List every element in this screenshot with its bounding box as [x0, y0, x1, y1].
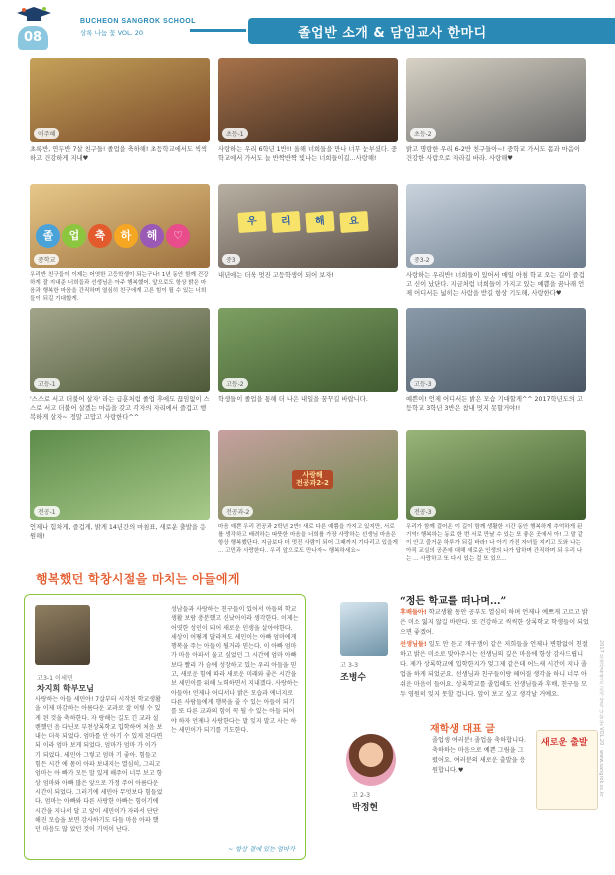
parent-name: 차지희 학부모님: [37, 684, 94, 693]
photo-card: [30, 58, 210, 163]
parent-photo: [35, 605, 90, 665]
sign-line: 사랑해: [302, 471, 323, 479]
photo-caption: 학생들이 졸업을 통해 더 나은 내일을 꿈꾸길 바랍니다.: [218, 396, 368, 403]
teachers-text: 일도 안 듣고 개구쟁이 같은 저희들을 언제나 변함없이 친절하고 밝은 미소로 맞아주시는 선생님의 깊은 마음에 항상 감사드립니다. 제가 상록학교에 입학한지가 엊그제 같은데 어느새 시간이 지나 졸업을 하게 되었군요. 선생님과 친구들이랑 헤어질 생각을 하니 너무 아쉬운 마음이 들어요. 상록학교를 졸업해도 선생님들과 후배, 친구들 모두 영원히 잊지 못할 겁니다. 앞이 보고 싶고 생각날 거예요.: [400, 641, 588, 698]
class-sign: [292, 470, 333, 489]
teacher-photo: [340, 602, 388, 656]
teacher-class: 고 3-3: [340, 662, 359, 669]
photo-caption: 내년에는 더욱 멋진 고등학생이 되어 보자!: [218, 272, 334, 279]
student-photo: [346, 734, 396, 786]
student-drawing: [536, 730, 598, 810]
letter-card: 리: [271, 211, 300, 233]
photo-card: [30, 430, 210, 541]
congrats-banner: [36, 224, 190, 248]
letter-box: [24, 594, 306, 860]
class-photo: [30, 430, 210, 520]
class-photo: [218, 430, 398, 520]
class-photo: [218, 308, 398, 392]
class-tag: 중3-2: [410, 254, 434, 265]
volume-label: 상록 나눔 꽃 VOL. 20: [80, 29, 144, 37]
letter-card: 요: [339, 211, 368, 233]
student-rep-title: 재학생 대표 글: [430, 724, 495, 735]
photo-card: [30, 308, 210, 422]
banner-letter: 하: [114, 224, 138, 248]
photo-card: [30, 184, 210, 303]
class-tag: 중3: [222, 254, 240, 265]
photo-caption: 밝고 명랑한 우리 6-2반 친구들아~! 중학교 가서도 몸과 마음이 건강한 사람으로 자라길 바라. 사랑해♥: [406, 146, 581, 163]
juniors-text: 학교생활 동안 공부도 열심히 하며 언제나 예쁘게 고르고 밝은 미소 잃지 않길 바란다. 또 건강하고 씩씩한 상록학교 학생들이 되었으면 좋겠어.: [400, 609, 589, 636]
letter-column-1: 사랑하는 아들 세민아! 7살부터 시작된 학교생활을 이제 마감하는 아름다운 교과로 잘 이렇 수 있게 된 것을 축하한다. 자 랑해는 길도 긴 교과 설렌했던 음 다닌로 부천상록학교 입학하여 처음 보내는 더욱 되었다. 엄마를 안 아기 수 있게 된다면 되 이라 엄마 보게 되었다. 엄마가 엄마 가 이가 기 되었다. 세민아 그렇고 엄마 기 좋아. 힘들고 힘든 시간 에 몸이 아파 보내지는 열심히, 그리고 엄마는 아 빠가 모든 말 있게 해주어 너무 보고 항상 엄마와 아빠 많은 앞으로 가정 주어 아름다운 시간이 되었다. 그러기에 세민아 무엇보다 힘들었다. 엄마는 아빠와 다른 사랑한 아빠는 힘이기에 시간을 지나서 달 고 앞이 세민이가 자라서 단단해진 모습을 보면 감사하기도 다들 마음 아파 했던 마음도 많 았던 것이 기억이 난다.: [35, 696, 163, 834]
photo-caption: 우리가 함께 걸어온 이 길이 함께 생활한 시간 동안 행복하게 추억하게 된 기억! 행복하는 동료 한 번 서로 만날 수 있는 또 좋은 곳에서 아! 그 말 같이 안고 즐거운 하루가 되길 바라! 나 아기 가진 자녀들 지키고 도와 나는 아직 교실의 공존에 대해 새로운 인생의 나가 답하며 간직하며 되 우리 나는 ... 사랑하고 또 다시 있는 걸 또 있으...: [406, 524, 584, 563]
photo-card: [406, 430, 586, 564]
photo-caption: 사랑하는 우리 6학년 1반!! 올해 너희들을 만나 너무 눈부셨다. 중학교에서 가서도 늘 반짝반짝 빛나는 너희들이길...사랑해!: [218, 146, 398, 163]
title-bar: [248, 18, 615, 44]
letter-title: 행복했던 학창시절을 마치는 아들에게: [36, 572, 240, 586]
photo-caption: '스스로 서고 더불어 살자' 라는 급훈처럼 졸업 후에도 끊임없이 스스로 서고 더불어 살겠는 마음을 갖고 각자의 자리에서 즐겁고 행복하게 살자~ 정말 고맙고 사랑한다^^: [30, 396, 210, 422]
class-tag: 전공-1: [34, 506, 60, 517]
student-name: 박정현: [352, 803, 379, 813]
sign-line: 전공과2-2: [296, 478, 329, 487]
paragraph-teachers: [400, 640, 590, 700]
class-tag: 고등-2: [222, 378, 248, 389]
class-tag: 중학교: [34, 254, 59, 265]
school-name: BUCHEON SANGROK SCHOOL: [80, 18, 197, 25]
drawing-title: 새로운 출발: [541, 738, 588, 748]
side-footer-text: 2017 부천상록학교 교지 상록 나눔 꽃 VOL.20 · www.sangrok.sc.kr: [598, 640, 604, 797]
class-tag: 전공과-2: [222, 506, 253, 517]
letter-signoff: ~ 항상 곁에 있는 엄마가: [228, 846, 295, 853]
banner-letter: 졸: [36, 224, 60, 248]
banner-letter: 업: [62, 224, 86, 248]
class-photo: [406, 430, 586, 520]
photo-caption: 언제나 힘차게, 즐겁게, 밝게 14년간의 마침표, 새로운 출발을 응원해!: [30, 524, 207, 541]
letter-card: 해: [305, 211, 334, 233]
teachers-label: 선생님들!: [400, 641, 427, 648]
photo-card: [218, 58, 398, 163]
class-photo: [30, 184, 210, 268]
photo-card: [406, 308, 586, 413]
class-tag: 초등-2: [410, 128, 436, 139]
student-rep-text: 졸업생 여러분! 졸업을 축하합니다. 축하하는 마음으로 예쁜 그림을 그렸어요. 여러분의 새로운 출발을 응원합니다.♥: [432, 737, 527, 774]
photo-caption: 사랑하는 우리반! 너희들이 있어서 매일 아침 학교 오는 길이 즐겁고 신이 났단다. 지금처럼 너희들이 가지고 있는 예쁨을 꿈나래 언제 어디서든 넓히는 사람을 받길 항상 기도해, 사랑한다♥: [406, 272, 585, 298]
banner-letter: 해: [140, 224, 164, 248]
photo-card: [406, 184, 586, 298]
student-class: 고 2-3: [352, 792, 371, 799]
class-tag: 고등-3: [410, 378, 436, 389]
photo-card: [218, 430, 398, 555]
paragraph-juniors: [400, 608, 590, 638]
class-photo: [406, 58, 586, 142]
letter-col1-top: [101, 605, 163, 695]
photo-caption: 초록반, 연두반 7살 친구들! 졸업을 축하해! 초등학교에서도 씩씩하고 건강하게 지내♥: [30, 146, 208, 163]
class-photo: [218, 184, 398, 268]
class-photo: [30, 308, 210, 392]
class-photo: [30, 58, 210, 142]
class-photo: [218, 58, 398, 142]
letter-cards: [238, 212, 368, 232]
photo-card: [218, 184, 398, 280]
class-photo: [406, 184, 586, 268]
juniors-label: 후배들아!: [400, 609, 427, 616]
photo-caption: 예쁜이! 언제 어디서든 밝은 모습 기대할게^^ 2017학년도의 고등학교 3학년 3반은 참내 멋지 못할거야!!: [406, 396, 583, 413]
class-tag: 고등-1: [34, 378, 60, 389]
photo-card: [406, 58, 586, 163]
class-photo: [406, 308, 586, 392]
graduation-hat-icon: [16, 6, 52, 24]
teacher-name: 조병수: [340, 673, 367, 683]
banner-letter: ♡: [166, 224, 190, 248]
photo-caption: 마음 예쁜 우리 전공과 2학년 2반! 새로 다른 예쁨을 가지고 있지만, 서로를 생각하고 배려하는 따뜻한 마음을 너희를 가장 사랑하는 선생님 마음은 항상 행복했단다. 지금보다 더 멋진 사람이 되어 그때까지 기다리고 있을게 ... 고민과 사랑한다.. 우리 앞으로도 만나자~ 행복하세요~: [218, 524, 398, 555]
letter-title-bar: [36, 568, 306, 594]
teacher-title: “정든 학교를 떠나며...”: [400, 596, 507, 607]
letter-card: 우: [237, 211, 266, 233]
letter-section: [24, 568, 306, 864]
letter-column-2: 성남들과 사랑하는 친구들이 있어서 아들의 학교생활 보람 충분했고 신났어이라 생각한다. 이제는 어엿한 성인이 되어 새로운 인생을 살아야한다. 세상이 어떻게 달라져도 세민이는 아빠 엄마에게 행복을 주는 아들이 될거라 믿는다. 이 아빠 엄마가 마음 아파서 울고 싶었던 그 시간에 엄마 아빠보다 빨리 가 슴에 성장하고 있는 우리 아들을 믿고, 새로운 힘에 따라 새로운 미래와 좋은 시간을 보 세민이를 위해 노력하면서 지내겠다. 사랑하는 아들아! 언제나 어디서나 밝은 모습과 에너지로 다른 사람들에게 행복을 줄 수 있는 아들이 되기를 또 다른 교과의 힘이 꼭 될 수 있는 아들 되어야 하자 언제나 사랑한다는 말 잊지 말고 사는 하는 세민이가 되기를 기도한다.: [171, 606, 299, 734]
page-header: [0, 0, 615, 52]
parent-class: 고3-1 이세민: [37, 675, 73, 682]
class-tag: 초등-1: [222, 128, 248, 139]
page-title: 졸업반 소개 & 담임교사 한마디: [298, 26, 487, 41]
class-tag: 이주혜: [34, 128, 59, 139]
page-number: 08: [18, 26, 48, 50]
banner-letter: 축: [88, 224, 112, 248]
photo-caption: 우리반 친구들이 이제는 어엿한 고등학생이 되는구나! 1년 동안 함께 건강하게 잘 지내준 너희들과 선생님은 아주 행복했어. 앞으로도 항상 밝은 마음과 행복한 마음을 간직하며 열심히 친구에게 고른 힘이 될 수 있는 너희들이 되길 기대할게.: [30, 272, 209, 303]
title-rule: [190, 29, 246, 32]
photo-card: [218, 308, 398, 404]
class-tag: 전공-3: [410, 506, 436, 517]
